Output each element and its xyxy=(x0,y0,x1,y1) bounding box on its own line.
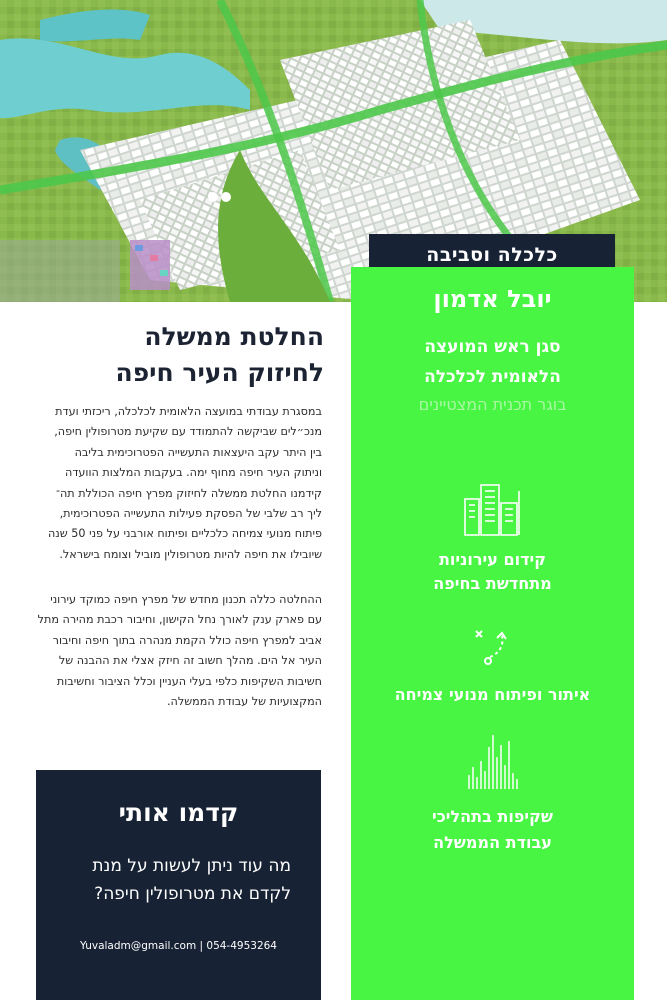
feature-3-line2: עבודת הממשלה xyxy=(433,833,552,852)
paragraph-line: עם פארק ענק לאורך נחל הקישון, וחיבור רכבת מהירה מתל xyxy=(37,613,322,627)
article-title-line2: לחיזוק העיר חיפה xyxy=(115,358,324,387)
paragraph-line: חשיבות השקיפות כלפי בעלי העניין וכלל הציבור וחשיבות xyxy=(56,674,322,688)
cta-box xyxy=(36,770,321,1000)
paragraph-line: ההחלטה כללה תכנון מחדש של מפרץ חיפה כמוקד עירוני xyxy=(50,593,322,606)
paragraph-line: וניתוק העיר חיפה מחוף ימה. בעקבות המלצות הוועדה xyxy=(65,466,322,480)
feature-1-line1: קידום עירוניות xyxy=(439,550,546,569)
paragraph-line: במסגרת עבודתי במועצה הלאומית לכלכלה, ריכזתי ועדת xyxy=(55,405,322,418)
route-icon xyxy=(351,627,634,667)
paragraph-line: שיובילו את חיפה להיות מטרופולין מוביל וצומח בישראל. xyxy=(59,547,322,561)
paragraph-line: המקצועיות של עבודת הממשלה. xyxy=(166,695,322,709)
buildings-icon xyxy=(351,477,634,537)
article-paragraph-2 xyxy=(16,590,322,712)
contact-info[interactable]: Yuvaladm@gmail.com | 054-4953264 xyxy=(80,940,277,952)
paragraph-line: אביב למפרץ חיפה כולל הקמת מנהרה בתוך חיפה וחיבור xyxy=(52,633,322,647)
cta-question-line1: מה עוד ניתן לעשות על מנת xyxy=(92,856,291,876)
paragraph-line: פיתוח מנועי צמיחה כלכליים ופיתוח אורבני על פני 50 שנה xyxy=(47,527,322,541)
bar-chart-icon xyxy=(351,727,634,791)
paragraph-line: קידמנו החלטת ממשלה לחיזוק מפרץ חיפה הכוללת תה־ xyxy=(55,486,322,500)
person-name: יובל אדמון xyxy=(433,285,552,313)
person-role-line3: בוגר תכנית המצטיינים xyxy=(418,395,567,414)
feature-3-line1: שקיפות בתהליכי xyxy=(432,807,553,826)
category-tag-label: כלכלה וסביבה xyxy=(426,244,558,266)
paragraph-line: העיר אל הים. מהלך חשוב זה חיזק אצלי את ההבנה של xyxy=(58,654,322,668)
paragraph-line: ליך רב שלבי של הפסקת פעילות התעשייה הפטרוכימית, xyxy=(59,507,322,521)
profile-panel xyxy=(351,267,634,1000)
paragraph-line: מנכ״לים שביקשה להתמודד עם שקיעת מטרופולין חיפה, xyxy=(54,425,322,439)
feature-1-line2: מתחדשת בחיפה xyxy=(433,574,552,593)
article-paragraph-1 xyxy=(16,402,322,565)
person-role-line1: סגן ראש המועצה xyxy=(424,337,561,357)
cta-question-line2: לקדם את מטרופולין חיפה? xyxy=(94,884,291,904)
article-title-line1: החלטת ממשלה xyxy=(144,322,324,351)
cta-title: קדמו אותי xyxy=(118,798,239,827)
person-role-line2: הלאומית לכלכלה xyxy=(424,367,561,387)
paragraph-line: בין היתר עקב היעצאות התעשייה הפטרוכימית בליבה xyxy=(74,445,322,459)
feature-2-line1: איתור ופיתוח מנועי צמיחה xyxy=(394,685,591,704)
